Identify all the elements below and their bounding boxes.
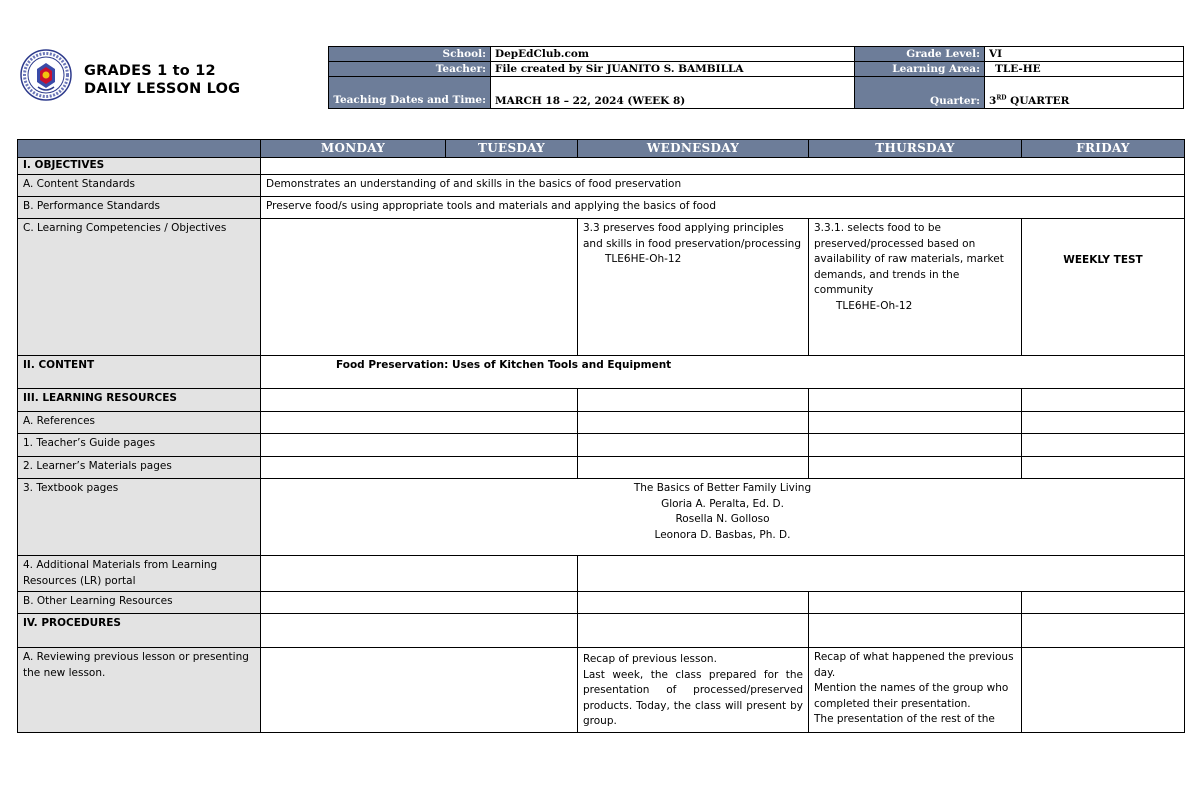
title-line-2: DAILY LESSON LOG <box>84 81 241 97</box>
tg-wednesday <box>578 434 809 457</box>
content-standards-label: A. Content Standards <box>18 175 261 197</box>
teachers-guide-label: 1. Teacher’s Guide pages <box>18 434 261 457</box>
school-value: DepEdClub.com <box>491 47 855 62</box>
wed-competency-text: 3.3 preserves food applying principles and skills in food preservation/processing <box>583 222 802 250</box>
day-header-friday: FRIDAY <box>1022 140 1185 158</box>
content-standards-value: Demonstrates an understanding of and skills in the basics of food preservation <box>261 175 1185 197</box>
day-header-tuesday: TUESDAY <box>446 140 578 158</box>
day-header-wednesday: WEDNESDAY <box>578 140 809 158</box>
proc-wednesday <box>578 614 809 648</box>
thu-competency-code: TLE6HE-Oh-12 <box>836 299 913 312</box>
tg-friday <box>1022 434 1185 457</box>
lr-wednesday <box>578 389 809 412</box>
review-thursday <box>809 648 1022 733</box>
title-line-1: GRADES 1 to 12 <box>84 63 216 79</box>
performance-standards-label: B. Performance Standards <box>18 197 261 219</box>
lr-mon-tue <box>261 389 578 412</box>
reviewing-lesson-label: A. Reviewing previous lesson or presenting the new lesson. <box>18 648 261 733</box>
corner-cell <box>18 140 261 158</box>
procedures-heading: IV. PROCEDURES <box>18 614 261 648</box>
objectives-cell <box>261 158 1185 175</box>
wed-review-text: Last week, the class prepared for the presentation of processed/preserved products. Today, the class will present by group. <box>583 668 803 727</box>
ref-mon-tue <box>261 412 578 434</box>
olr-friday <box>1022 592 1185 614</box>
learning-resources-heading: III. LEARNING RESOURCES <box>18 389 261 412</box>
learning-area-label: Learning Area: <box>855 62 985 77</box>
day-header-monday: MONDAY <box>261 140 446 158</box>
thu-review-names: Mention the names of the group who completed their presentation. <box>814 682 1009 710</box>
ref-friday <box>1022 412 1185 434</box>
olr-wednesday <box>578 592 809 614</box>
grade-level-label: Grade Level: <box>855 47 985 62</box>
proc-mon-tue <box>261 614 578 648</box>
lm-friday <box>1022 457 1185 479</box>
proc-friday <box>1022 614 1185 648</box>
lm-mon-tue <box>261 457 578 479</box>
additional-materials-label: 4. Additional Materials from Learning Resources (LR) portal <box>18 556 261 592</box>
proc-thursday <box>809 614 1022 648</box>
lm-thursday <box>809 457 1022 479</box>
objectives-heading: I. OBJECTIVES <box>18 158 261 175</box>
learning-area-value: TLE-HE <box>985 62 1184 77</box>
am-mon-tue <box>261 556 578 592</box>
teacher-value: File created by Sir JUANITO S. BAMBILLA <box>491 62 855 77</box>
quarter-label: Quarter: <box>855 77 985 109</box>
review-friday <box>1022 648 1185 733</box>
lesson-log-table <box>17 139 1185 733</box>
other-resources-label: B. Other Learning Resources <box>18 592 261 614</box>
deped-seal-logo <box>20 49 72 101</box>
school-label: School: <box>329 47 491 62</box>
thu-competency-text: 3.3.1. selects food to be preserved/processed based on availability of raw materials, market demands, and trends in the community <box>814 222 1004 296</box>
day-header-thursday: THURSDAY <box>809 140 1022 158</box>
performance-standards-value: Preserve food/s using appropriate tools and materials and applying the basics of food <box>261 197 1185 219</box>
header-info-table <box>328 46 1184 109</box>
content-value-cell <box>261 356 1185 389</box>
thu-review-presentation: The presentation of the rest of the <box>814 713 995 725</box>
thu-review-recap: Recap of what happened the previous day. <box>814 651 1014 679</box>
references-label: A. References <box>18 412 261 434</box>
textbook-pages-label: 3. Textbook pages <box>18 479 261 556</box>
textbook-pages-value <box>261 479 1185 556</box>
quarter-number: 3 <box>989 95 997 107</box>
textbook-title: The Basics of Better Family Living <box>633 482 812 494</box>
ref-thursday <box>809 412 1022 434</box>
teaching-dates-value: MARCH 18 – 22, 2024 (WEEK 8) <box>491 77 855 109</box>
tg-thursday <box>809 434 1022 457</box>
review-wednesday <box>578 648 809 733</box>
olr-thursday <box>809 592 1022 614</box>
competency-mon-tue <box>261 219 578 356</box>
ref-wednesday <box>578 412 809 434</box>
textbook-author-2: Rosella N. Golloso <box>675 513 770 525</box>
wed-competency-code: TLE6HE-Oh-12 <box>605 253 682 265</box>
content-value: Food Preservation: Uses of Kitchen Tools and Equipment <box>336 359 672 371</box>
quarter-word: QUARTER <box>1006 95 1070 107</box>
weekly-test-label: WEEKLY TEST <box>1063 254 1143 266</box>
am-wed-fri <box>578 556 1185 592</box>
quarter-ordinal: RD <box>996 94 1007 102</box>
learning-competencies-label: C. Learning Competencies / Objectives <box>18 219 261 356</box>
learners-materials-label: 2. Learner’s Materials pages <box>18 457 261 479</box>
competency-wednesday <box>578 219 809 356</box>
content-label <box>18 356 261 389</box>
competency-thursday <box>809 219 1022 356</box>
olr-mon-tue <box>261 592 578 614</box>
tg-mon-tue <box>261 434 578 457</box>
teacher-label: Teacher: <box>329 62 491 77</box>
textbook-author-1: Gloria A. Peralta, Ed. D. <box>661 497 784 510</box>
content-heading: II. CONTENT <box>23 359 95 371</box>
lr-thursday <box>809 389 1022 412</box>
page-title <box>84 62 240 98</box>
wed-review-recap: Recap of previous lesson. <box>583 653 717 665</box>
lm-wednesday <box>578 457 809 479</box>
grade-level-value: VI <box>985 47 1184 62</box>
lr-friday <box>1022 389 1185 412</box>
competency-friday <box>1022 219 1185 356</box>
quarter-value <box>985 77 1184 109</box>
teaching-dates-label: Teaching Dates and Time: <box>329 77 491 109</box>
textbook-author-3: Leonora D. Basbas, Ph. D. <box>654 528 791 541</box>
review-mon-tue <box>261 648 578 733</box>
